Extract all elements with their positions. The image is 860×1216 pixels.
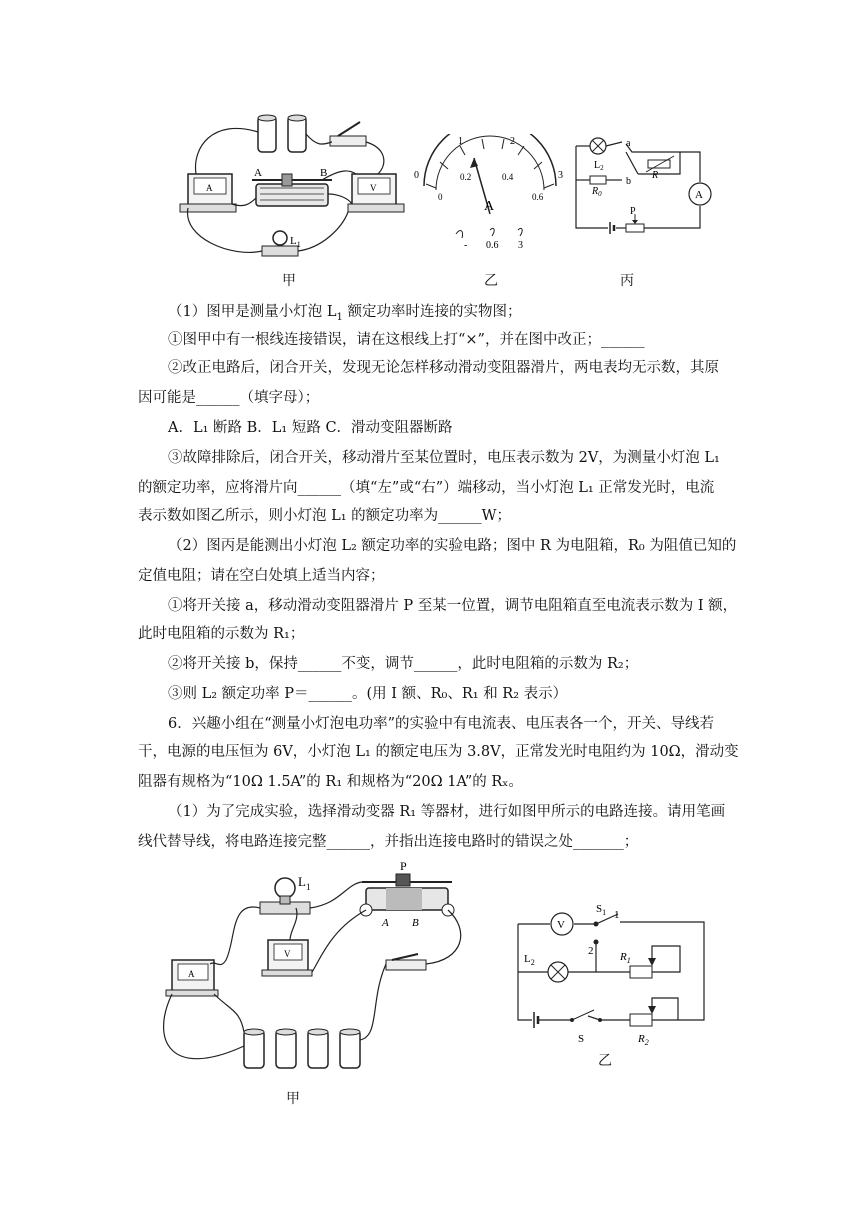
switch-icon [330, 122, 366, 146]
figure-bottom-yi [508, 896, 708, 1056]
terminals [456, 228, 522, 238]
caption-top-jia: 甲 [282, 273, 296, 289]
rheostat-P [626, 224, 644, 232]
text-line-4: 因可能是______（填字母）； [138, 390, 320, 406]
text-line-17: 阻器有规格为“10Ω 1.5A”的 R₁ 和规格为“20Ω 1A”的 Rₓ。 [138, 774, 523, 790]
label-A: A [382, 917, 389, 929]
label-R2: $R_2$ [638, 1033, 649, 1047]
scale-bottom-0: 0 [438, 192, 443, 202]
caption-top-yi: 乙 [484, 273, 498, 289]
label-L2: $L_2$ [594, 160, 604, 172]
label-R1: $R_1$ [620, 951, 631, 965]
label-2: 2 [588, 945, 594, 957]
scale-top-3: 3 [558, 170, 563, 181]
terminal-minus: - [464, 240, 468, 251]
text-line-6: ③故障排除后，闭合开关，移动滑片至某位置时，电压表示数为 2V，为测量小灯泡 L₁ [168, 450, 720, 466]
label-L1: $L_1$ [290, 235, 301, 249]
resistor-R1 [630, 966, 652, 978]
figure-top-jia [172, 108, 412, 268]
text-line-7: 的额定功率，应将滑片向______（填“左”或“右”）端移动，当小灯泡 L₁ 正常发光时，电流 [138, 480, 715, 496]
rheostat-icon [360, 874, 454, 916]
scale-bottom-0-2: 0.2 [460, 172, 472, 182]
unit-A: A [484, 199, 495, 214]
text-line-16: 干，电源的电压恒为 6V，小灯泡 L₁ 的额定电压为 3.8V，正常发光时电阻约为 10Ω，滑动变 [138, 744, 739, 760]
label-R0: $R_0$ [592, 186, 602, 198]
terminal-0-6: 0.6 [486, 240, 499, 251]
label-L2: $L_2$ [524, 953, 535, 967]
figure-top-bing [570, 128, 720, 238]
label-V: V [557, 919, 565, 931]
label-R: R [652, 170, 659, 181]
text-line-12: 此时电阻箱的示数为 R₁； [138, 626, 305, 642]
text-line-18: （1）为了完成实验，选择滑动变器 R₁ 等器材，进行如图甲所示的电路连接。请用笔画 [168, 804, 726, 820]
scale-top-2: 2 [510, 136, 515, 147]
circuit-wires [518, 914, 704, 1020]
text-line-14: ③则 L₂ 额定功率 P＝______。(用 I 额、R₀、R₁ 和 R₂ 表示） [168, 686, 568, 702]
text-line-15: 6．兴趣小组在“测量小灯泡电功率”的实验中有电流表、电压表各一个，开关、导线若 [168, 716, 715, 732]
text-line-10: 定值电阻；请在空白处填上适当内容； [138, 568, 385, 584]
resistor-R0 [590, 176, 606, 184]
caption-bottom-yi: 乙 [598, 1053, 612, 1069]
caption-top-bing: 丙 [620, 273, 634, 289]
text-line-11: ①将开关接 a，移动滑动变阻器滑片 P 至某一位置，调节电阻箱直至电流表示数为 I 额， [168, 598, 738, 614]
scale-bottom-0-6: 0.6 [532, 192, 544, 202]
label-P: P [630, 206, 636, 217]
battery-icon [258, 115, 306, 152]
label-P: P [400, 860, 407, 873]
circuit-wires [576, 142, 700, 228]
label-A: A [254, 167, 262, 179]
text-line-19: 线代替导线，将电路连接完整______，并指出连接电路时的错误之处_______； [138, 834, 639, 850]
text-line-8: 表示数如图乙所示，则小灯泡 L₁ 的额定功率为______W； [138, 508, 512, 524]
voltmeter-icon [262, 940, 312, 976]
label-1: 1 [614, 909, 620, 921]
ammeter-icon [166, 960, 218, 996]
caption-bottom-jia: 甲 [286, 1091, 300, 1107]
voltmeter-icon [348, 174, 404, 212]
label-a: a [626, 138, 631, 149]
text-line-9: （2）图丙是能测出小灯泡 L₂ 额定功率的实验电路；图中 R 为电阻箱，R₀ 为阻值已知的 [168, 538, 737, 554]
svg-text:V: V [284, 949, 291, 959]
scale-top-1: 1 [458, 136, 463, 147]
scale-top-0: 0 [414, 170, 419, 181]
scale-bottom-0-4: 0.4 [502, 172, 514, 182]
label-L1: $L_1$ [298, 874, 311, 892]
label-S: S [578, 1033, 585, 1045]
text-line-1: （1）图甲是测量小灯泡 $L_1$ 额定功率时连接的实物图； [168, 304, 522, 323]
resistor-R2 [630, 1014, 652, 1026]
label-B: B [412, 917, 419, 929]
svg-text:A: A [188, 969, 195, 979]
figure-bottom-jia [150, 860, 480, 1090]
ammeter-icon [180, 174, 236, 212]
label-B: B [320, 167, 328, 179]
text-line-3: ②改正电路后，闭合开关，发现无论怎样移动滑动变阻器滑片，两电表均无示数，其原 [168, 360, 719, 376]
label-b: b [626, 176, 631, 187]
label-ammeter: A [695, 189, 703, 201]
text-line-13: ②将开关接 b，保持______不变，调节______，此时电阻箱的示数为 R₂； [168, 656, 639, 672]
battery-icon [244, 1029, 360, 1068]
switch-icon [386, 954, 426, 970]
label-S1: $S_1$ [596, 903, 607, 917]
text-line-2: ①图甲中有一根线连接错误，请在这根线上打“×”，并在图中改正；______ [168, 332, 645, 348]
svg-text:V: V [370, 183, 377, 193]
terminal-3: 3 [518, 240, 523, 251]
text-line-5: A．L₁ 断路 B．L₁ 短路 C．滑动变阻器断路 [168, 420, 453, 436]
figure-top-yi [410, 134, 570, 254]
svg-text:A: A [206, 183, 213, 193]
